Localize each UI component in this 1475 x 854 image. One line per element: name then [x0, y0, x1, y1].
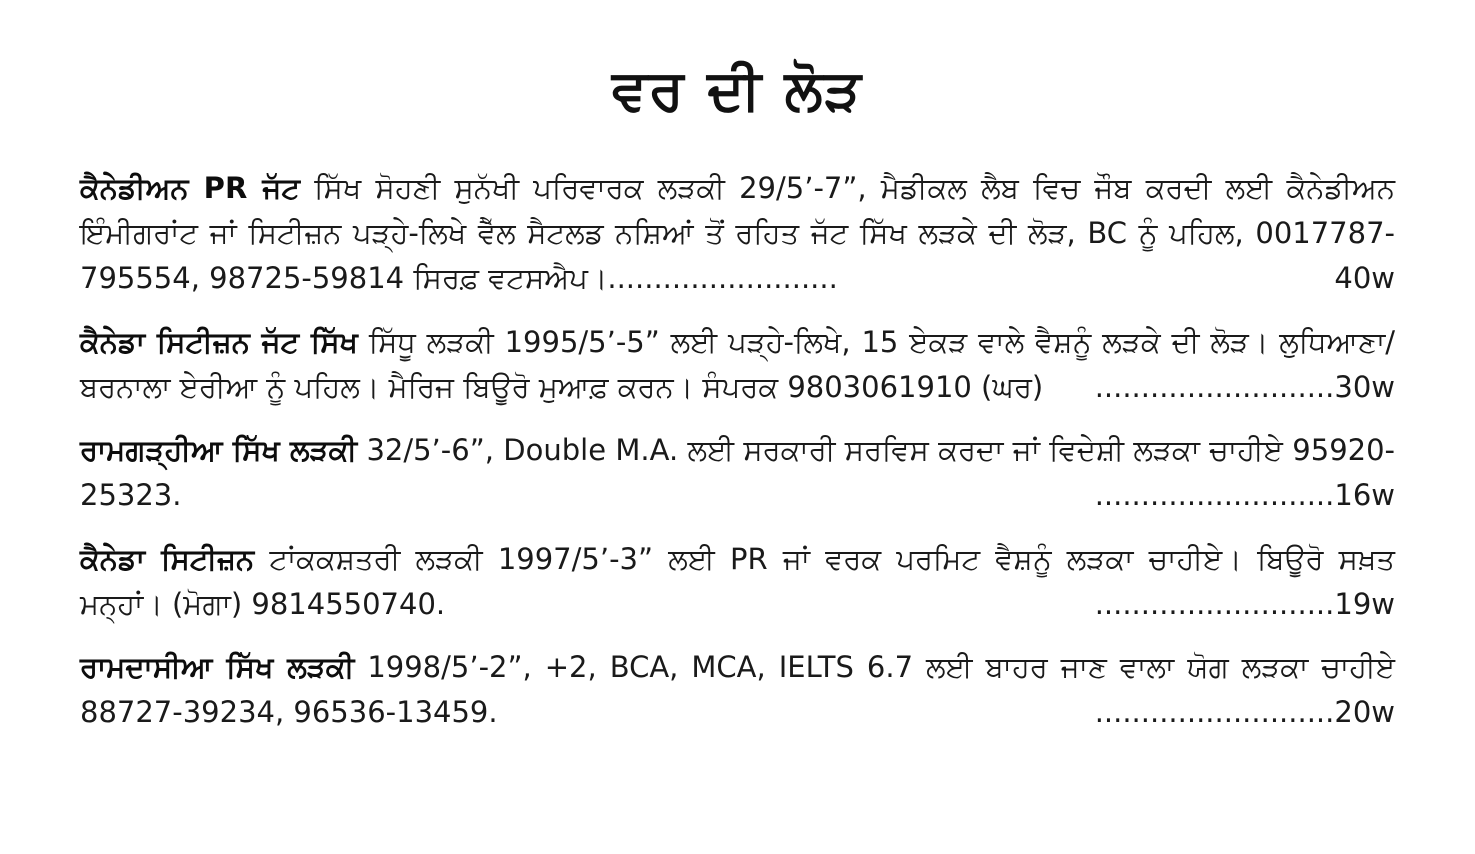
ad-entry-1 [80, 166, 1395, 302]
ad-wordcount [1095, 582, 1395, 627]
ad-wordcount [1334, 256, 1395, 301]
ad-lead: ਕੈਨੇਡੀਅਨ PR ਜੱਟ [80, 171, 300, 205]
ad-entry-2 [80, 320, 1395, 410]
ad-entry-4 [80, 537, 1395, 627]
ad-entry-3 [80, 428, 1395, 518]
classifieds-page [0, 58, 1475, 736]
dotted-leader: .......................... [1094, 695, 1335, 730]
ad-entry-5 [80, 645, 1395, 735]
dotted-leader: .......................... [1094, 369, 1335, 404]
dotted-leader: .......................... [1094, 478, 1335, 513]
wordcount-value: 40w [1334, 261, 1395, 296]
ad-body: ਸਿੱਖ ਸੋਹਣੀ ਸੁਨੱਖੀ ਪਰਿਵਾਰਕ ਲੜਕੀ 29/5’-7”, ਮੈਡੀਕਲ ਲੈਬ ਵਿਚ ਜੌਬ ਕਰਦੀ ਲਈ ਕੈਨੇਡੀਅਨ ਇੰਮੀਗਰਾਂਟ ਜਾਂ ਸਿਟੀਜ਼ਨ ਪੜ੍ਹੇ-ਲਿਖੇ ਵੈੱਲ ਸੈਟਲਡ ਨਸ਼ਿਆਂ ਤੋਂ ਰਹਿਤ ਜੱਟ ਸਿੱਖ ਲੜਕੇ ਦੀ ਲੋੜ, BC ਨੂੰ ਪਹਿਲ, 0017787-795554, 98725-59814 ਸਿਰਫ਼ ਵਟਸਐਪ।......................... [80, 171, 1395, 296]
ad-wordcount [1095, 690, 1395, 735]
ad-lead: ਰਾਮਗੜ੍ਹੀਆ ਸਿੱਖ ਲੜਕੀ [80, 433, 358, 468]
wordcount-value: 20w [1334, 695, 1395, 730]
ad-wordcount [1095, 365, 1395, 410]
ad-body: 1998/5’-2”, +2, BCA, MCA, IELTS 6.7 ਲਈ ਬਾਹਰ ਜਾਣ ਵਾਲਾ ਯੋਗ ਲੜਕਾ ਚਾਹੀਏ 88727-39234, 96536-13459. [80, 650, 1395, 730]
wordcount-value: 30w [1334, 369, 1395, 404]
ad-body: ਸਿੱਧੂ ਲੜਕੀ 1995/5’-5” ਲਈ ਪੜ੍ਹੇ-ਲਿਖੇ, 15 ਏਕੜ ਵਾਲੇ ਵੈਸ਼ਨੂੰ ਲੜਕੇ ਦੀ ਲੋੜ। ਲੁਧਿਆਣਾ/ਬਰਨਾਲਾ ਏਰੀਆ ਨੂੰ ਪਹਿਲ। ਮੈਰਿਜ ਬਿਊਰੋ ਮੁਆਫ਼ ਕਰਨ। ਸੰਪਰਕ 9803061910 (ਘਰ) [80, 324, 1396, 404]
ad-body: ਟਾਂਕਕਸ਼ਤਰੀ ਲੜਕੀ 1997/5’-3” ਲਈ PR ਜਾਂ ਵਰਕ ਪਰਮਿਟ ਵੈਸ਼ਨੂੰ ਲੜਕਾ ਚਾਹੀਏ। ਬਿਊਰੋ ਸਖ਼ਤ ਮਨ੍ਹਾਂ। (ਮੋਗਾ) 9814550740. [80, 541, 1395, 621]
dotted-leader: .......................... [1094, 586, 1335, 621]
wordcount-value: 16w [1334, 478, 1395, 513]
wordcount-value: 19w [1334, 586, 1395, 621]
ad-wordcount [1095, 473, 1395, 518]
page-title: ਵਰ ਦੀ ਲੋੜ [611, 58, 864, 123]
ad-lead: ਰਾਮਦਾਸੀਆ ਸਿੱਖ ਲੜਕੀ [80, 650, 355, 685]
ad-lead: ਕੈਨੇਡਾ ਸਿਟੀਜ਼ਨ ਜੱਟ ਸਿੱਖ [80, 324, 358, 359]
ad-lead: ਕੈਨੇਡਾ ਸਿਟੀਜ਼ਨ [80, 541, 255, 576]
ad-body: 32/5’-6”, Double M.A. ਲਈ ਸਰਕਾਰੀ ਸਰਵਿਸ ਕਰਦਾ ਜਾਂ ਵਿਦੇਸ਼ੀ ਲੜਕਾ ਚਾਹੀਏ 95920-25323. [80, 433, 1396, 513]
